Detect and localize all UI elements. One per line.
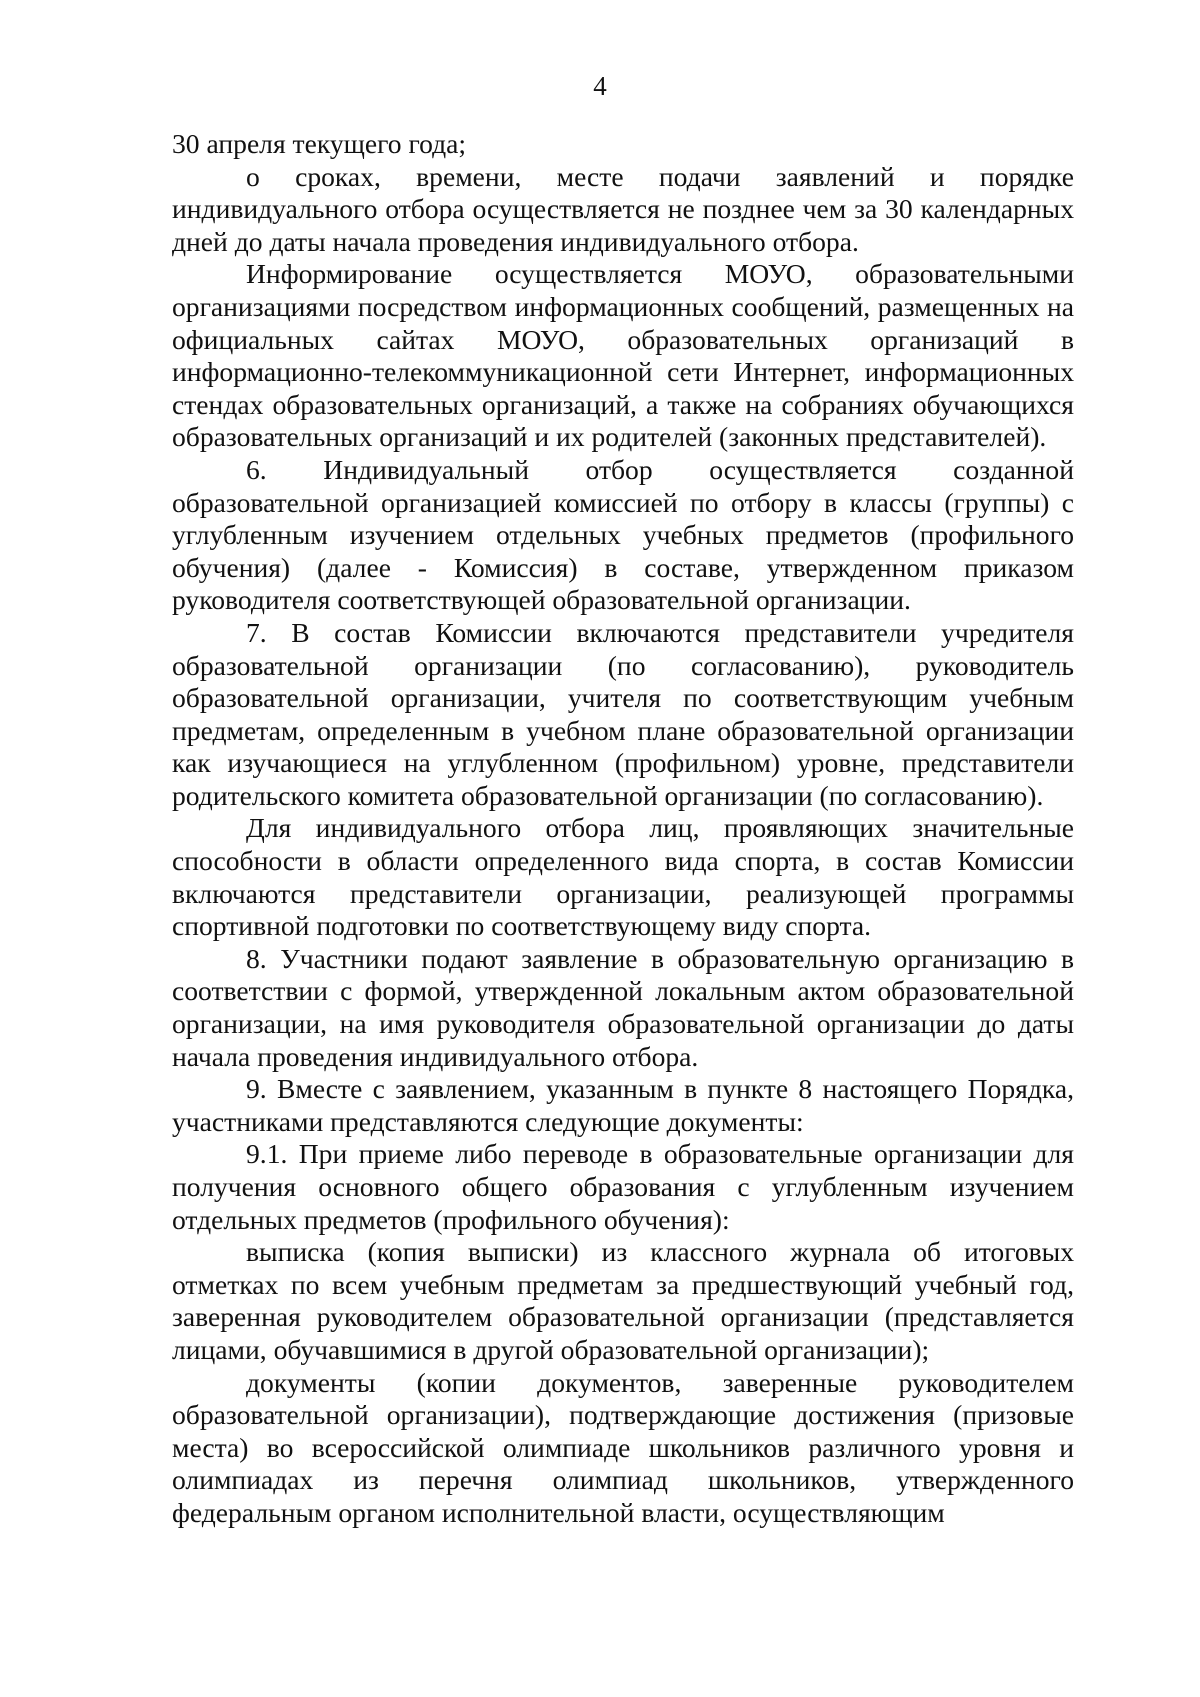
paragraph-item-8: 8. Участники подают заявление в образовательную организацию в соответствии с формой, утвержденной локальным актом образовательной организации, на имя руководителя образовательной организации до даты начала проведения индивидуального отбора. xyxy=(172,942,1074,1072)
paragraph-item-9: 9. Вместе с заявлением, указанным в пункте 8 настоящего Порядка, участниками представляются следующие документы: xyxy=(172,1073,1074,1137)
paragraph-informing: Информирование осуществляется МОУО, образовательными организациями посредством информационных сообщений, размещенных на официальных сайтах МОУО, образовательных организаций в информационно-телекоммуникационной сети Интернет, информационных стендах образовательных организаций, а также на собраниях обучающихся образовательных организаций и их родителей (законных представителей). xyxy=(172,258,1074,453)
paragraph-item-9-1: 9.1. При приеме либо переводе в образовательные организации для получения основного общего образования с углубленным изучением отдельных предметов (профильного обучения): xyxy=(172,1138,1074,1235)
paragraph-extract: выписка (копия выписки) из классного журнала об итоговых отметках по всем учебным предметам за предшествующий учебный год, заверенная руководителем образовательной организации (представляется лицами, обучавшимися в другой образовательной организации); xyxy=(172,1236,1074,1365)
paragraph-sports-selection: Для индивидуального отбора лиц, проявляющих значительные способности в области определенного вида спорта, в состав Комиссии включаются представители организации, реализующей программы спортивной подготовки по соответствующему виду спорта. xyxy=(172,812,1074,942)
paragraph-documents: документы (копии документов, заверенные руководителем образовательной организации), подтверждающие достижения (призовые места) во всероссийской олимпиаде школьников различного уровня и олимпиадах из перечня олимпиад школьников, утвержденного федеральным органом исполнительной власти, осуществляющим xyxy=(172,1366,1074,1528)
page-number: 4 xyxy=(593,71,607,101)
paragraph-deadlines: о сроках, времени, месте подачи заявлений и порядке индивидуального отбора осуществляется не позднее чем за 30 календарных дней до даты начала проведения индивидуального отбора. xyxy=(172,160,1074,257)
paragraph-item-7: 7. В состав Комиссии включаются представители учредителя образовательной организации (по согласованию), руководитель образовательной организации, учителя по соответствующим учебным предметам, определенным в учебном плане образовательной организации как изучающиеся на углубленном (профильном) уровне, представители родительского комитета образовательной организации (по согласованию). xyxy=(172,616,1074,811)
document-body xyxy=(172,128,1074,1530)
paragraph-item-6: 6. Индивидуальный отбор осуществляется созданной образовательной организацией комиссией по отбору в классы (группы) с углубленным изучением отдельных учебных предметов (профильного обучения) (далее - Комиссия) в составе, утвержденном приказом руководителя соответствующей образовательной организации. xyxy=(172,453,1074,616)
paragraph-continuation: 30 апреля текущего года; xyxy=(172,128,467,159)
